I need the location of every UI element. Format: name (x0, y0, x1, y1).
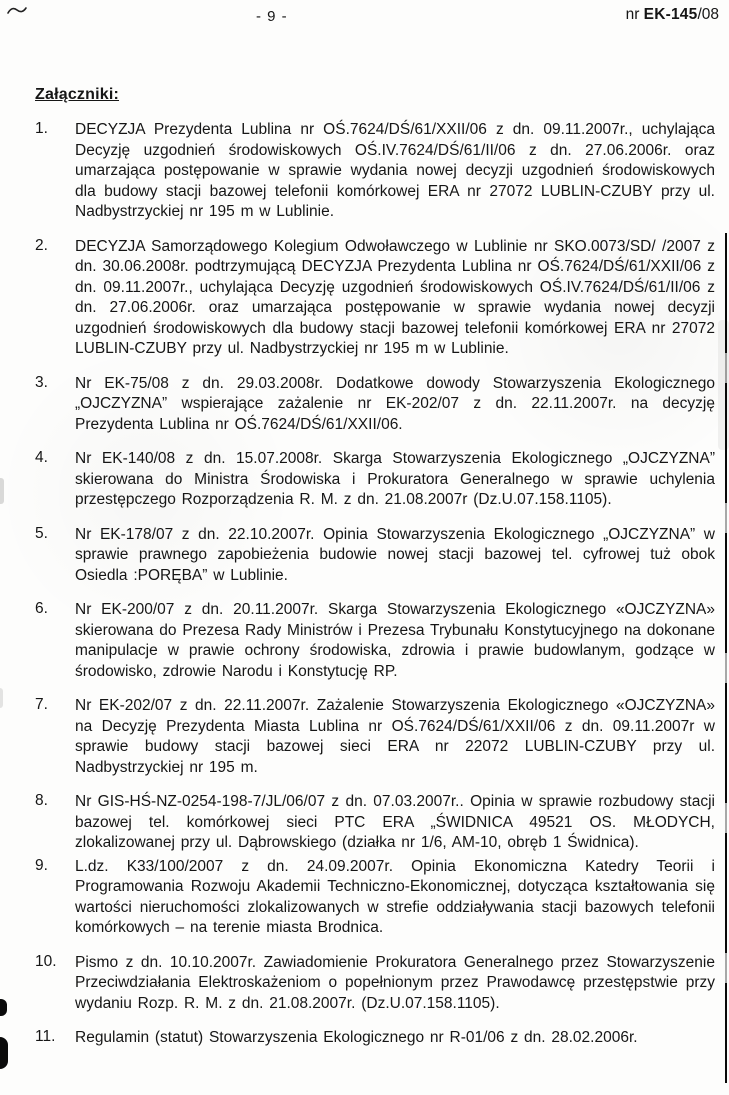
ink-blot (0, 999, 7, 1016)
document-reference-code: EK-145 (643, 6, 698, 23)
page-number: - 9 - (256, 8, 288, 25)
attachment-item (35, 449, 715, 511)
attachment-number: 2. (35, 236, 48, 254)
page-header (0, 6, 729, 32)
attachment-text: Nr EK-178/07 z dn. 22.10.2007r. Opinia Stowarzyszenia Ekologicznego „OJCZYZNA” w sprawie prawnego zapobieżenia budowie nowej stacji bazowej tel. cyfrowej tuż obok Osiedla :PORĘBA” w Lublinie. (75, 525, 715, 584)
attachment-item (35, 374, 715, 436)
ink-smudge (0, 688, 3, 708)
attachment-item (35, 953, 715, 1015)
document-reference (626, 6, 719, 24)
attachment-text: L.dz. K33/100/2007 z dn. 24.09.2007r. Opinia Ekonomiczna Katedry Teorii i Programowania Rozwoju Akademii Techniczno-Ekonomicznej, dotycząca kształtowania się wartości nieruchomości zlokalizowanych w strefie oddziaływania stacji bazowych telefonii komórkowych – na terenie miasta Brodnica. (75, 857, 715, 936)
attachment-text: Nr EK-75/08 z dn. 29.03.2008r. Dodatkowe dowody Stowarzyszenia Ekologicznego „OJCZYZNA” wspierające zażalenie nr EK-202/07 z dn. 22.11.2007r. na decyzję Prezydenta Lublina nr OŚ.7624/DŚ/61/XXII/06. (75, 374, 715, 433)
ink-blot (0, 1037, 8, 1069)
attachment-item (35, 237, 715, 360)
attachment-text: DECYZJA Prezydenta Lublina nr OŚ.7624/DŚ/61/XXII/06 z dn. 09.11.2007r., uchylająca Decyzję uzgodnień środowiskowych OŚ.IV.7624/DŚ/61/II/06 z dn. 27.06.2006r. oraz umarzająca postępowanie w sprawie wydania nowej decyzji uzgodnień środowiskowych dla budowy stacji bazowej telefonii komórkowej ERA nr 27072 LUBLIN-CZUBY przy ul. Nadbystrzyckiej nr 195 m w Lublinie. (75, 121, 715, 220)
scan-smudge (718, 320, 729, 450)
attachment-text: Nr GIS-HŚ-NZ-0254-198-7/JL/06/07 z dn. 07.03.2007r.. Opinia w sprawie rozbudowy stacji bazowej tel. komórkowej sieci PTC ERA „ŚWIDNICA 49521 OS. MŁODYCH, zlokalizowanej przy ul. Dąbrowskiego (działka nr 1/6, AM-10, obręb 1 Świdnica). (75, 793, 715, 851)
attachment-text: Nr EK-200/07 z dn. 20.11.2007r. Skarga Stowarzyszenia Ekologicznego «OJCZYZNA» skierowana do Prezesa Rady Ministrów i Prezesa Trybunału Konstytucyjnego na dokonane manipulacje w prawie ochrony środowiska, zdrowia i prawie budowlanym, godzące w środowisko, zdrowie Narodu i Konstytucję RP. (75, 601, 715, 680)
attachment-number: 7. (35, 696, 48, 713)
attachments-heading: Załączniki: (35, 86, 120, 103)
attachment-item (35, 525, 715, 587)
attachment-number: 5. (35, 524, 48, 542)
attachment-item (35, 1028, 715, 1049)
attachment-number: 1. (35, 120, 48, 137)
attachment-number: 3. (35, 373, 48, 391)
attachment-item (35, 120, 715, 223)
document-reference-suffix: /08 (697, 6, 719, 23)
attachment-text: DECYZJA Samorządowego Kolegium Odwoławczego w Lublinie nr SKO.0073/SD/ /2007 z dn. 30.06.2008r. podtrzymującą DECYZJA Prezydenta Lublina nr OŚ.7624/DŚ/61/XXII/06 z dn. 09.11.2007r., uchylająca Decyzję uzgodnień środowiskowych OŚ.IV.7624/DŚ/61/II/06 z dn. 27.06.2006r. oraz umarzająca postępowanie w sprawie wydania nowej decyzji uzgodnień środowiskowych dla budowy stacji bazowej telefonii komórkowej ERA nr 27072 LUBLIN-CZUBY przy ul. Nadbystrzyckiej nr 195 m w Lublinie. (75, 237, 715, 357)
ink-smudge (0, 478, 4, 504)
attachment-number: 6. (35, 600, 48, 617)
pen-mark (6, 4, 28, 16)
attachment-text: Nr EK-202/07 z dn. 22.11.2007r. Zażalenie Stowarzyszenia Ekologicznego «OJCZYZNA» na Decyzję Prezydenta Miasta Lublina nr OŚ.7624/DŚ/61/XXII/06 z dn. 09.11.2007r w sprawie budowy stacji bazowej sieci ERA nr 22072 LUBLIN-CZUBY przy ul. Nadbystrzyckiej nr 195 m. (75, 697, 715, 776)
attachment-item (35, 696, 715, 778)
attachment-number: 10. (35, 952, 57, 970)
attachment-text: Nr EK-140/08 z dn. 15.07.2008r. Skarga Stowarzyszenia Ekologicznego „OJCZYZNA” skierowana do Ministra Środowiska i Prokuratora Generalnego w sprawie uchylenia przestępczego Rozporządzenia R. M. z dn. 21.08.2007r (Dz.U.07.158.1105). (75, 450, 715, 508)
attachment-text: Pismo z dn. 10.10.2007r. Zawiadomienie Prokuratora Generalnego przez Stowarzyszenie Przeciwdziałania Elektroskażeniom o popełnionym przez Prawodawcę przestępstwie przy wydaniu Rozp. R. M. z dn. 21.08.2007r. (Dz.U.07.158.1105). (75, 953, 715, 1012)
attachment-number: 8. (35, 792, 48, 809)
attachment-item (35, 792, 715, 854)
attachment-number: 11. (35, 1028, 56, 1045)
attachment-text: Regulamin (statut) Stowarzyszenia Ekologicznego nr R-01/06 z dn. 28.02.2006r. (75, 1029, 638, 1046)
attachment-item (35, 857, 715, 939)
document-reference-prefix: nr (625, 6, 644, 23)
attachment-number: 4. (35, 449, 48, 466)
attachments-list (35, 120, 715, 1063)
attachment-number: 9. (35, 856, 48, 874)
attachment-item (35, 600, 715, 682)
